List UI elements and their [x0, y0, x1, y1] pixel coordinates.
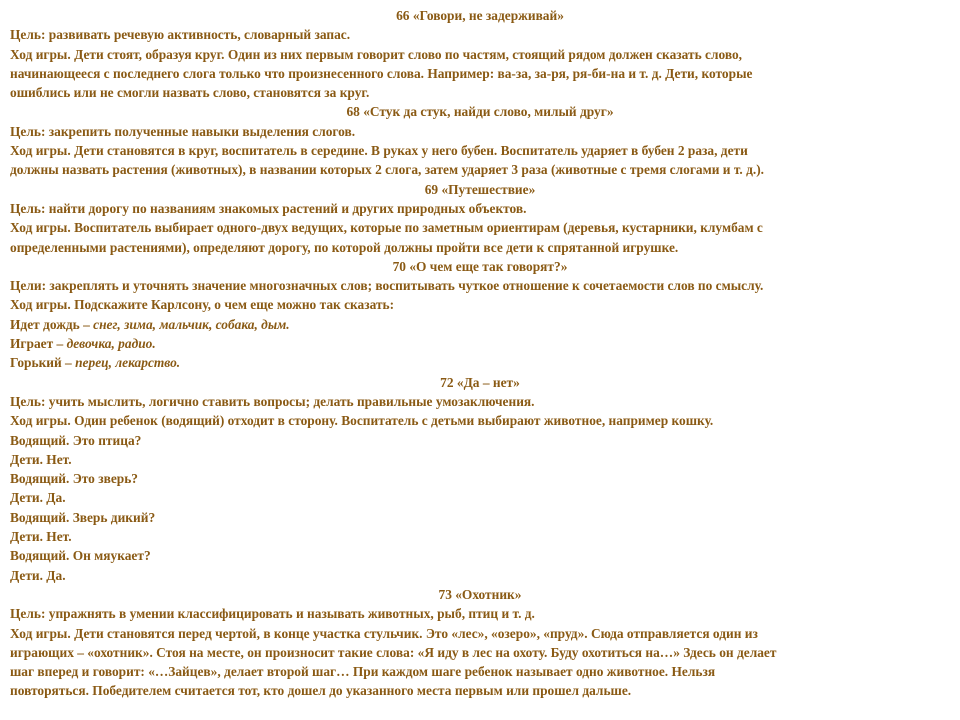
game-66-play-line: начинающееся с последнего слога только что произнесенного слова. Например: ва-за, за-ря, ря-би-на и т. д. Дети, которые	[10, 65, 753, 81]
game-66-play-line: ошиблись или не смогли назвать слово, становятся за круг.	[10, 85, 370, 101]
dialog-line: Дети. Да.	[10, 490, 66, 506]
game-68-play-line: должны назвать растения (животных), в названии которых 2 слога, затем ударяет 3 раза (животные с тремя слогами и т. д.).	[10, 162, 765, 178]
game-73-goal: Цель: упражнять в умении классифицировать и называть животных, рыб, птиц и т. д.	[10, 606, 535, 622]
dialog-line: Водящий. Это птица?	[10, 432, 142, 448]
dialog-line: Дети. Нет.	[10, 451, 72, 467]
game-69-play-line: определенными растениями), определяют дорогу, по которой должны пройти все дети к спрятанной игрушке.	[10, 239, 679, 255]
game-70-goal: Цели: закреплять и уточнять значение многозначных слов; воспитывать чуткое отношение к сочетаемости слов по смыслу.	[10, 278, 764, 294]
example-lead: Идет дождь –	[10, 316, 94, 332]
game-72-title: 72 «Да – нет»	[440, 374, 520, 390]
dialog-line: Дети. Нет.	[10, 529, 72, 545]
game-68-goal: Цель: закрепить полученные навыки выделения слогов.	[10, 123, 356, 139]
dialog-line: Дети. Да.	[10, 567, 66, 583]
game-66-goal: Цель: развивать речевую активность, словарный запас.	[10, 27, 351, 43]
game-68-play-line: Ход игры. Дети становятся в круг, воспитатель в середине. В руках у него бубен. Воспитатель ударяет в бубен 2 раза, дети	[10, 143, 748, 159]
example-items: девочка, радио.	[66, 336, 156, 352]
example-lead: Играет –	[10, 336, 67, 352]
game-70-example	[10, 334, 950, 353]
game-73-play-line: играющих – «охотник». Стоя на месте, он произносит такие слова: «Я иду в лес на охоту. Буду охотиться на…» Здесь он делает	[10, 644, 777, 660]
game-69-goal: Цель: найти дорогу по названиям знакомых растений и других природных объектов.	[10, 200, 527, 216]
dialog-line: Водящий. Он мяукает?	[10, 548, 151, 564]
game-70-play: Ход игры. Подскажите Карлсону, о чем еще можно так сказать:	[10, 297, 395, 313]
game-66-title: 66 «Говори, не задерживай»	[396, 8, 564, 23]
example-lead: Горький –	[10, 355, 76, 371]
game-73-play-line: Ход игры. Дети становятся перед чертой, в конце участка стульчик. Это «лес», «озеро», «пруд». Сюда отправляется один из	[10, 625, 758, 641]
game-70-example	[10, 353, 950, 372]
game-73-play-line: шаг вперед и говорит: «…Зайцев», делает второй шаг… При каждом шаге ребенок называет одно животное. Нельзя	[10, 664, 716, 680]
game-66-play-line: Ход игры. Дети стоят, образуя круг. Один из них первым говорит слово по частям, стоящий рядом должен сказать слово,	[10, 46, 743, 62]
example-items: перец, лекарство.	[75, 355, 181, 371]
example-items: снег, зима, мальчик, собака, дым.	[93, 316, 290, 332]
dialog-line: Водящий. Зверь дикий?	[10, 509, 156, 525]
game-73-title: 73 «Охотник»	[438, 586, 522, 602]
document	[10, 6, 950, 701]
dialog-line: Водящий. Это зверь?	[10, 471, 138, 487]
game-69-title: 69 «Путешествие»	[424, 181, 536, 197]
game-68-title: 68 «Стук да стук, найди слово, милый друг»	[346, 104, 614, 120]
game-69-play-line: Ход игры. Воспитатель выбирает одного-двух ведущих, которые по заметным ориентирам (деревья, кустарники, клумбам с	[10, 220, 763, 236]
game-70-title: 70 «О чем еще так говорят?»	[392, 258, 568, 274]
game-70-example	[10, 315, 950, 334]
game-73-play-line: повторяться. Победителем считается тот, кто дошел до указанного места первым или прошел дальше.	[10, 683, 632, 699]
game-72-goal: Цель: учить мыслить, логично ставить вопросы; делать правильные умозаключения.	[10, 393, 535, 409]
game-72-play: Ход игры. Один ребенок (водящий) отходит в сторону. Воспитатель с детьми выбирают животное, например кошку.	[10, 413, 714, 429]
